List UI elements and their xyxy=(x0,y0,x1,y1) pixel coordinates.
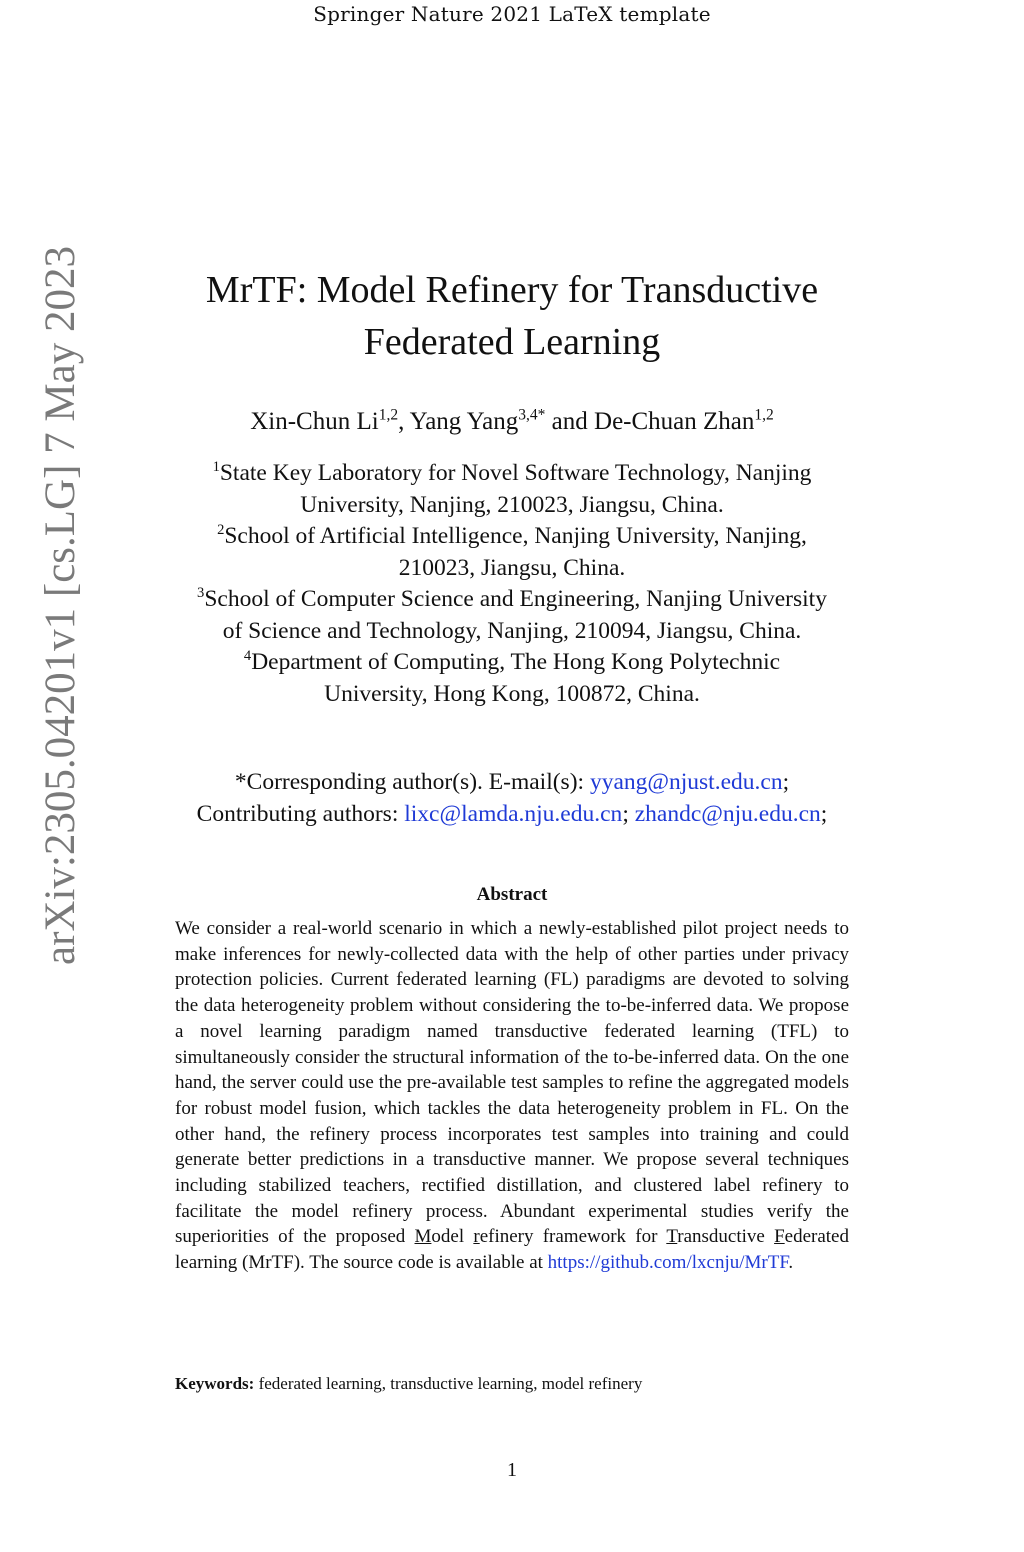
affiliation-line: University, Nanjing, 210023, Jiangsu, China. xyxy=(300,491,724,518)
contributing-label: Contributing authors: xyxy=(196,801,405,827)
affiliation-text: School of Artificial Intelligence, Nanjing University, Nanjing, xyxy=(224,523,807,549)
affiliations xyxy=(120,458,904,710)
author-separator: , xyxy=(398,408,410,435)
corresponding-label: *Corresponding author(s). E-mail(s): xyxy=(234,769,590,795)
abstract-text: efinery framework for xyxy=(479,1226,667,1248)
keywords-text: federated learning, transductive learning, model refinery xyxy=(254,1374,643,1393)
affiliation-number: 2 xyxy=(217,522,225,539)
punctuation: ; xyxy=(622,801,635,827)
affiliation-number: 3 xyxy=(197,585,205,602)
affiliation-number: 1 xyxy=(212,459,220,476)
contributing-email-link-1[interactable]: lixc@lamda.nju.edu.cn xyxy=(404,801,623,827)
abstract-text: ransductive xyxy=(677,1226,775,1248)
affiliation-line xyxy=(120,458,904,490)
affiliation-line: 210023, Jiangsu, China. xyxy=(398,554,626,581)
abstract-text: ederated learning (MrTF). The source code is available at xyxy=(175,1226,849,1274)
author-separator: and xyxy=(545,408,595,435)
paper-title xyxy=(120,264,904,368)
keywords xyxy=(175,1374,849,1394)
abstract-paragraph xyxy=(175,916,849,1276)
affiliation-line xyxy=(120,521,904,553)
acronym-letter: T xyxy=(666,1226,678,1248)
author-name: Xin-Chun Li xyxy=(250,408,379,435)
affiliation-number: 4 xyxy=(243,648,252,665)
punctuation: . xyxy=(788,1252,794,1274)
author-name: Yang Yang xyxy=(409,408,519,435)
author-name: De-Chuan Zhan xyxy=(594,408,755,435)
acronym-letter: M xyxy=(414,1226,432,1248)
author-affil-mark: 1,2 xyxy=(378,406,399,424)
corresponding-email-link[interactable]: yyang@njust.edu.cn xyxy=(589,769,783,795)
author-emails xyxy=(80,766,944,830)
corresponding-author-line xyxy=(80,766,944,798)
running-head: Springer Nature 2021 LaTeX template xyxy=(313,2,711,26)
affiliation-text: School of Computer Science and Engineering, Nanjing University xyxy=(204,586,827,612)
abstract-text: odel xyxy=(431,1226,474,1248)
author-list xyxy=(120,408,904,436)
acronym-letter: F xyxy=(774,1226,785,1248)
affiliation-line xyxy=(120,647,904,679)
punctuation: ; xyxy=(820,801,828,827)
arxiv-stamp: arXiv:2305.04201v1 [cs.LG] 7 May 2023 xyxy=(36,245,84,965)
affiliation-line xyxy=(120,584,904,616)
contributing-email-link-2[interactable]: zhandc@nju.edu.cn xyxy=(634,801,821,827)
title-line-2: Federated Learning xyxy=(363,321,661,363)
punctuation: ; xyxy=(782,769,790,795)
keywords-label: Keywords: xyxy=(175,1374,255,1393)
author-affil-mark: 1,2 xyxy=(754,406,774,424)
page-number: 1 xyxy=(507,1459,517,1481)
affiliation-line: of Science and Technology, Nanjing, 210094, Jiangsu, China. xyxy=(222,617,802,644)
affiliation-text: Department of Computing, The Hong Kong Polytechnic xyxy=(251,649,781,675)
abstract-heading: Abstract xyxy=(476,884,548,905)
contributing-authors-line xyxy=(80,798,944,830)
affiliation-text: State Key Laboratory for Novel Software Technology, Nanjing xyxy=(219,460,812,486)
arxiv-stamp-container xyxy=(8,170,112,1040)
source-code-link[interactable]: https://github.com/lxcnju/MrTF xyxy=(547,1252,789,1274)
title-line-1: MrTF: Model Refinery for Transductive xyxy=(205,269,819,311)
abstract-text: We consider a real-world scenario in which a newly-established pilot project needs to make inferences for newly-collected data with the help of other parties under privacy protection policies. Current federated learning (FL) paradigms are devoted to solving the data heterogeneity problem without considering the to-be-inferred data. We propose a novel learning paradigm named transductive federated learning (TFL) to simultaneously consider the structural information of the to-be-inferred data. On the one hand, the server could use the pre-available test samples to refine the aggregated models for robust model fusion, which tackles the data heterogeneity problem in FL. On the other hand, the refinery process incorporates test samples into training and could generate better predictions in a transductive manner. We propose several techniques including stabilized teachers, rectified distillation, and clustered label refinery to facilitate the model refinery process. Abundant experimental studies verify the superiorities of the proposed xyxy=(175,918,849,1248)
acronym-letter: r xyxy=(473,1226,480,1248)
abstract-body xyxy=(175,916,849,1276)
affiliation-line: University, Hong Kong, 100872, China. xyxy=(324,680,700,707)
author-affil-mark: 3,4* xyxy=(518,406,546,424)
